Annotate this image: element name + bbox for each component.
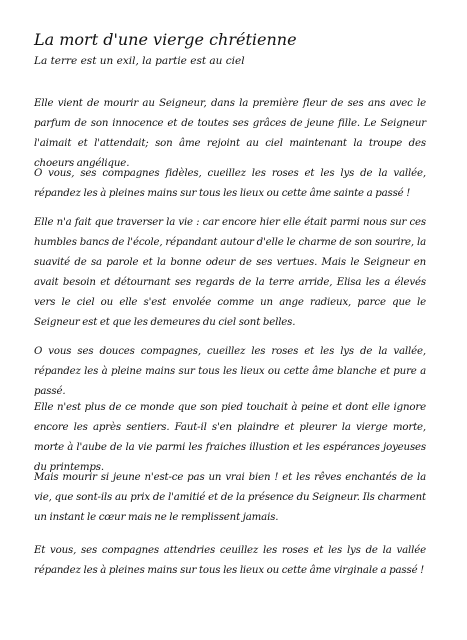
paragraph-6: Mais mourir si jeune n'est-ce pas un vrai bien ! et les rêves enchantés de la vie, que sont-ils au prix de l'amitié et de la présence du Seigneur. Ils charment un instant le cœur mais ne le remplissent jamais. <box>34 472 426 523</box>
document-subtitle: La terre est un exil, la partie est au ciel <box>34 55 245 67</box>
paragraph-7: Et vous, ses compagnes attendries ceuillez les roses et les lys de la vallée répandez les à pleines mains sur tous les lieux ou cette âme virginale a passé ! <box>34 545 426 576</box>
paragraph-4: O vous ses douces compagnes, cueillez les roses et les lys de la vallée, répandez les à pleine mains sur tous les lieux ou cette âme blanche et pure a passé. <box>34 346 426 397</box>
document-title: La mort d'une vierge chrétienne <box>34 30 297 49</box>
paragraph-3: Elle n'a fait que traverser la vie : car encore hier elle était parmi nous sur ces humbles bancs de l'école, répandant autour d'elle le charme de son sourire, la suavité de sa parole et la bonne odeur de ses vertues. Mais le Seigneur en avait besoin et détournant ses regards de la terre arride, Elisa les a élevés vers le ciel ou elle s'est envolée comme un ange radieux, parce que le Seigneur est et que les demeures du ciel sont belles. <box>34 217 426 328</box>
paragraph-1: Elle vient de mourir au Seigneur, dans la première fleur de ses ans avec le parfum de son innocence et de toutes ses grâces de jeune fille. Le Seigneur l'aimait et l'attendait; son âme rejoint au ciel maintenant la troupe des choeurs angélique. <box>34 98 426 169</box>
paragraph-2: O vous, ses compagnes fidèles, cueillez les roses et les lys de la vallée, répandez les à pleines mains sur tous les lieux ou cette âme sainte a passé ! <box>34 168 426 199</box>
paragraph-5: Elle n'est plus de ce monde que son pied touchait à peine et dont elle ignore encore les après sentiers. Faut-il s'en plaindre et pleurer la vierge morte, morte à l'aube de la vie parmi les fraiches illustion et les espérances joyeuses du printemps. <box>34 402 426 473</box>
